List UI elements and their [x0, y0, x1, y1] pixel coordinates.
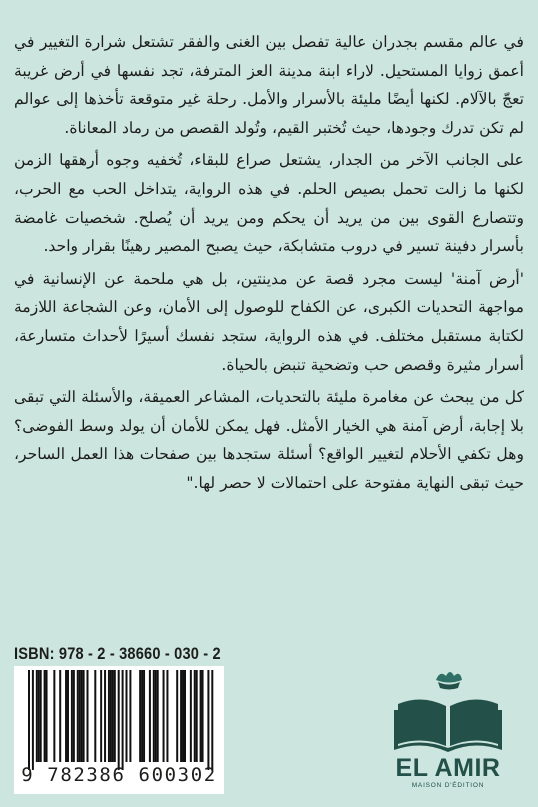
barcode-bar	[190, 670, 192, 762]
isbn-label: ISBN: 978 - 2 - 38660 - 030 - 2	[14, 644, 221, 663]
publisher-name: EL AMIR	[395, 754, 501, 782]
barcode-bar	[163, 670, 165, 762]
barcode-bar	[126, 670, 128, 762]
barcode-bar	[166, 670, 168, 762]
blurb-paragraph-2: على الجانب الآخر من الجدار، يشتعل صراع للبقاء، تُخفيه وجوه أرهقها الزمن لكنها ما زالت تحمل بصيص الحلم. في هذه الرواية، يتداخل الحب مع الحرب، وتتصارع القوى بين من يريد أن يحكم ومن يريد أن يُصلح. شخصيات غامضة بأسرار دفينة تسير في دروب متشابكة، حيث يصبح المصير رهينًا بقرار واحد.	[14, 151, 524, 256]
barcode-bar	[202, 670, 204, 762]
barcode-bar	[176, 670, 178, 762]
barcode-bar	[155, 670, 157, 762]
barcode-bar	[71, 670, 73, 762]
barcode	[14, 666, 224, 794]
barcode-bar	[141, 670, 143, 762]
barcode-bar	[153, 670, 155, 762]
barcode-bar	[28, 670, 30, 770]
barcode-bar	[108, 670, 110, 762]
barcode-bar	[104, 670, 106, 762]
barcode-bar	[200, 670, 202, 762]
barcode-bar	[143, 670, 145, 762]
publisher-logo	[378, 668, 518, 798]
open-book-icon	[378, 668, 518, 756]
blurb-paragraph-3: 'أرض آمنة' ليست مجرد قصة عن مدينتين، بل هي ملحمة عن الإنسانية في مواجهة التحديات الكبرى، عن الكفاح للوصول إلى الأمان، وعن الشجاعة اللازمة لكتابة مستقبل مختلف. في هذه الرواية، ستجد نفسك أسيرًا لأحداث متسارعة، أسرار مثيرة وقصص حب وتضحية تنبض بالحياة.	[14, 269, 524, 374]
barcode-digits: 9 782386 600302	[21, 764, 217, 786]
barcode-bar	[59, 670, 61, 762]
publisher-tagline: MAISON D'ÉDITION	[411, 782, 485, 789]
barcode-bar	[67, 670, 69, 762]
barcode-bar	[40, 670, 42, 762]
barcode-bar	[79, 670, 81, 762]
barcode-bar	[110, 670, 112, 762]
barcode-bar	[65, 670, 67, 762]
barcode-bar	[94, 670, 96, 762]
barcode-bar	[118, 670, 120, 770]
barcode-bar	[81, 670, 83, 762]
barcode-bar	[83, 670, 85, 762]
back-cover-blurb	[14, 28, 524, 502]
barcode-bar	[129, 670, 131, 762]
barcode-bar	[46, 670, 48, 762]
barcode-bar	[44, 670, 46, 762]
barcode-bar	[184, 670, 186, 762]
barcode-bar	[32, 670, 34, 770]
barcode-bar	[100, 670, 102, 762]
barcode-bar	[53, 670, 55, 762]
blurb-paragraph-1: في عالم مقسم بجدران عالية تفصل بين الغنى والفقر تشتعل شرارة التغيير في أعمق زوايا المستحيل. لاراء ابنة مدينة العز المترفة، تجد نفسها في أرض غريبة تعجّ بالآلام. لكنها أيضًا مليئة بالأسرار والأمل. رحلة غير متوقعة تأخذها إلى عوالم لم تكن تدرك وجودها، حيث تُختبر القيم، وتُولد القصص من رماد المعاناة.	[14, 33, 524, 137]
barcode-bar	[122, 670, 124, 770]
barcode-bar	[38, 670, 40, 762]
barcode-bar	[180, 670, 182, 762]
barcode-bar	[182, 670, 184, 762]
barcode-bar	[194, 670, 196, 762]
barcode-bar	[36, 670, 38, 762]
barcode-bar	[73, 670, 75, 762]
barcode-bar	[157, 670, 159, 762]
barcode-bar	[87, 670, 89, 762]
barcode-bar	[77, 670, 79, 762]
blurb-paragraph-4: كل من يبحث عن مغامرة مليئة بالتحديات، المشاعر العميقة، والأسئلة التي تبقى بلا إجابة، أرض آمنة هي الخيار الأمثل. فهل يمكن للأمان أن يولد وسط الفوضى؟ وهل تكفي الأحلام لتغيير الواقع؟ أسئلة ستجدها بين صفحات هذا العمل الساحر، حيث تبقى النهاية مفتوحة على احتمالات لا حصر لها."	[14, 388, 524, 492]
barcode-bar	[139, 670, 141, 762]
barcode-bar	[112, 670, 114, 762]
barcode-bar	[211, 670, 213, 770]
barcode-bar	[207, 670, 209, 770]
barcode-bar	[196, 670, 198, 762]
barcode-bar	[149, 670, 151, 762]
barcode-bar	[114, 670, 116, 762]
